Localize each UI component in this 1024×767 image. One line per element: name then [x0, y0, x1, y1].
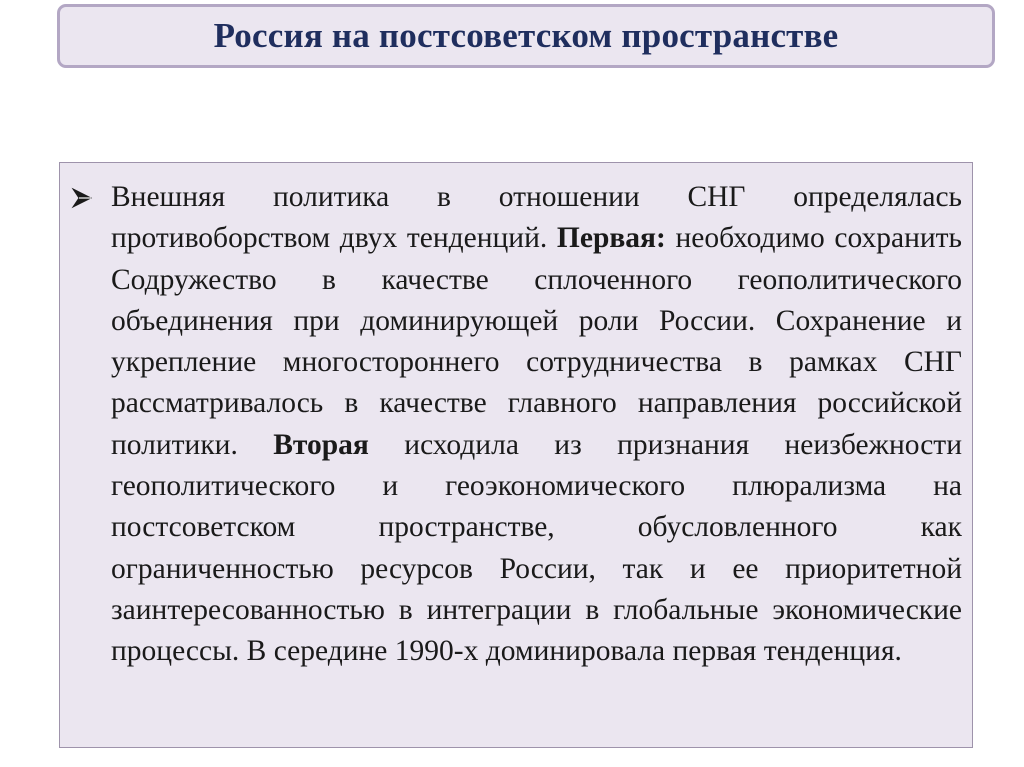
bullet-text [111, 177, 962, 673]
body-text-part-1: Внешняя политика в отношении СНГ определялась противоборством двух тенденций. [111, 181, 962, 255]
body-text-part-2: необходимо сохранить Содружество в качестве сплоченного геополитического объединения при доминирующей роли России. Сохранение и укрепление многостороннего сотрудничества в рамках СНГ рассматривалось в качестве главного направления российской политики. [111, 222, 962, 461]
body-text-part-3: исходила из признания неизбежности геополитического и геоэкономического плюрализма на постсоветском пространстве, обусловленного как ограниченностью ресурсов России, так и ее приоритетной заинтересованностью в интеграции в глобальные экономические процессы. В середине 1990-х доминировала первая тенденция. [111, 428, 962, 668]
content-box [59, 162, 973, 748]
title-box [57, 4, 995, 68]
bold-term-first: Первая: [556, 222, 666, 255]
bold-term-second: Вторая [273, 428, 369, 461]
bullet-item [71, 177, 962, 673]
arrow-bullet-icon [71, 177, 111, 214]
slide-title: Россия на постсоветском пространстве [213, 16, 839, 55]
